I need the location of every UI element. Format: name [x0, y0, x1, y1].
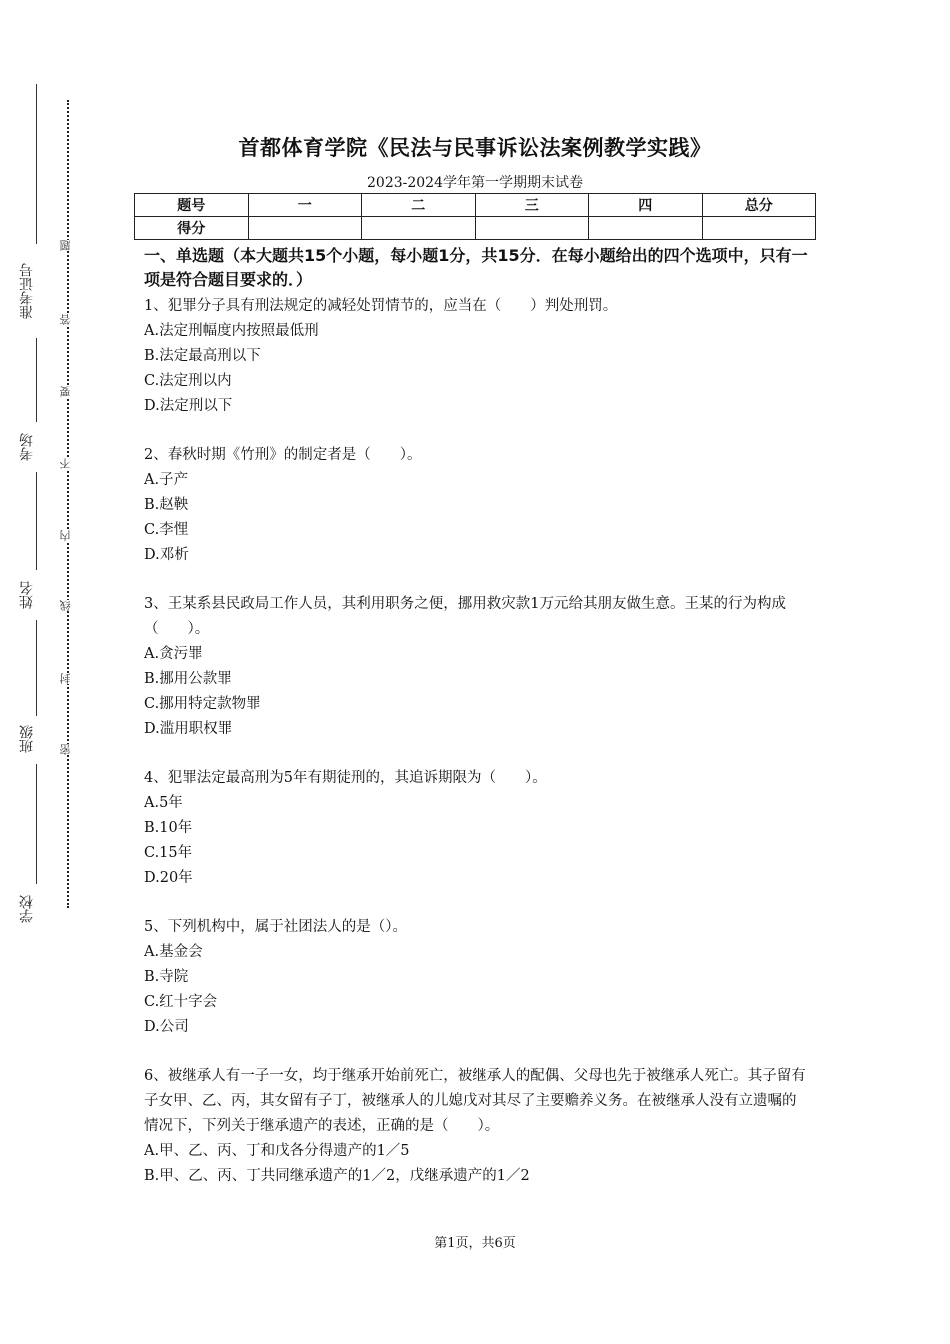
- score-header-cell: 二: [362, 194, 476, 217]
- field-label-exam-room: 考场: [19, 433, 35, 461]
- option-d: D.邓析: [144, 547, 189, 563]
- field-line: [36, 620, 37, 716]
- score-header-cell: 题号: [135, 194, 249, 217]
- question-stem: 6、被继承人有一子一女，均于继承开始前死亡，被继承人的配偶、父母也先于被继承人死亡。其子留有子女甲、乙、丙，其女留有子丁，被继承人的儿媳戊对其尽了主要赡养义务。在被继承人没有立遗嘱的情况下，下列关于继承遗产的表述，正确的是（ ）。: [144, 1068, 806, 1134]
- option-a: A.子产: [144, 472, 189, 488]
- option-d: D.法定刑以下: [144, 398, 233, 414]
- field-line: [36, 84, 37, 244]
- option-b: B.10年: [144, 820, 193, 836]
- field-label-class: 班级: [19, 725, 35, 753]
- option-d: D.公司: [144, 1019, 189, 1035]
- option-c: C.李悝: [144, 522, 189, 538]
- score-header-cell: 三: [475, 194, 589, 217]
- exam-subtitle: 2023-2024学年第一学期期末试卷: [367, 175, 583, 191]
- seal-char: 密: [60, 744, 76, 755]
- field-label-school: 学校: [19, 895, 35, 923]
- seal-char: 线: [60, 600, 76, 611]
- option-d: D.滥用职权罪: [144, 721, 233, 737]
- question-stem: 4、犯罪法定最高刑为5年有期徒刑的，其追诉期限为（ ）。: [144, 770, 547, 786]
- question-2: [144, 443, 810, 568]
- section-heading: 一、单选题（本大题共15个小题，每小题1分，共15分．在每小题给出的四个选项中，只有一项是符合题目要求的．）: [144, 246, 808, 289]
- score-cell: [702, 217, 816, 240]
- seal-char: 封: [60, 673, 76, 684]
- option-b: B.赵鞅: [144, 497, 189, 513]
- score-table-header-row: [135, 194, 816, 217]
- question-stem: 5、下列机构中，属于社团法人的是（）。: [144, 919, 407, 935]
- option-c: C.法定刑以内: [144, 373, 232, 389]
- score-cell: [362, 217, 476, 240]
- seal-char: 题: [60, 240, 76, 251]
- field-line: [36, 764, 37, 884]
- score-cell: [475, 217, 589, 240]
- page-number: 第1页，共6页: [434, 1236, 516, 1251]
- seal-char: 答: [60, 314, 76, 325]
- seal-char: 内: [60, 530, 76, 541]
- question-stem: 3、王某系县民政局工作人员，其利用职务之便，挪用救灾款1万元给其朋友做生意。王某的行为构成（ ）。: [144, 596, 786, 637]
- score-cell: [248, 217, 362, 240]
- option-b: B.寺院: [144, 969, 189, 985]
- score-header-cell: 一: [248, 194, 362, 217]
- option-a: A.5年: [144, 795, 183, 811]
- score-cell: [589, 217, 703, 240]
- option-a: A.甲、乙、丙、丁和戊各分得遗产的1／5: [144, 1143, 410, 1159]
- exam-content: [144, 244, 810, 1213]
- score-table-score-row: [135, 217, 816, 240]
- question-3: [144, 592, 810, 742]
- option-b: B.法定最高刑以下: [144, 348, 261, 364]
- field-line: [36, 338, 37, 422]
- seal-char: 要: [60, 386, 76, 397]
- option-a: A.法定刑幅度内按照最低刑: [144, 323, 319, 339]
- field-label-exam-id: 准考证号: [19, 263, 35, 319]
- option-a: A.基金会: [144, 944, 203, 960]
- question-4: [144, 766, 810, 891]
- seal-dotted-line: [67, 100, 69, 908]
- option-b: B.甲、乙、丙、丁共同继承遗产的1／2，戊继承遗产的1／2: [144, 1168, 530, 1184]
- option-c: C.15年: [144, 845, 193, 861]
- option-a: A.贪污罪: [144, 646, 203, 662]
- score-header-cell: 总分: [702, 194, 816, 217]
- question-1: [144, 294, 810, 419]
- score-row-label: 得分: [135, 217, 249, 240]
- question-5: [144, 915, 810, 1040]
- question-stem: 2、春秋时期《竹刑》的制定者是（ ）。: [144, 447, 422, 463]
- seal-char: 不: [60, 458, 76, 469]
- question-stem: 1、犯罪分子具有刑法规定的减轻处罚情节的，应当在（ ）判处刑罚。: [144, 298, 618, 314]
- option-c: C.红十字会: [144, 994, 218, 1010]
- option-b: B.挪用公款罪: [144, 671, 232, 687]
- score-header-cell: 四: [589, 194, 703, 217]
- option-c: C.挪用特定款物罪: [144, 696, 261, 712]
- option-d: D.20年: [144, 870, 193, 886]
- score-table: [134, 193, 816, 240]
- field-label-name: 姓名: [19, 581, 35, 609]
- question-6: [144, 1064, 810, 1189]
- field-line: [36, 472, 37, 570]
- page-title: 首都体育学院《民法与民事诉讼法案例教学实践》: [238, 136, 712, 160]
